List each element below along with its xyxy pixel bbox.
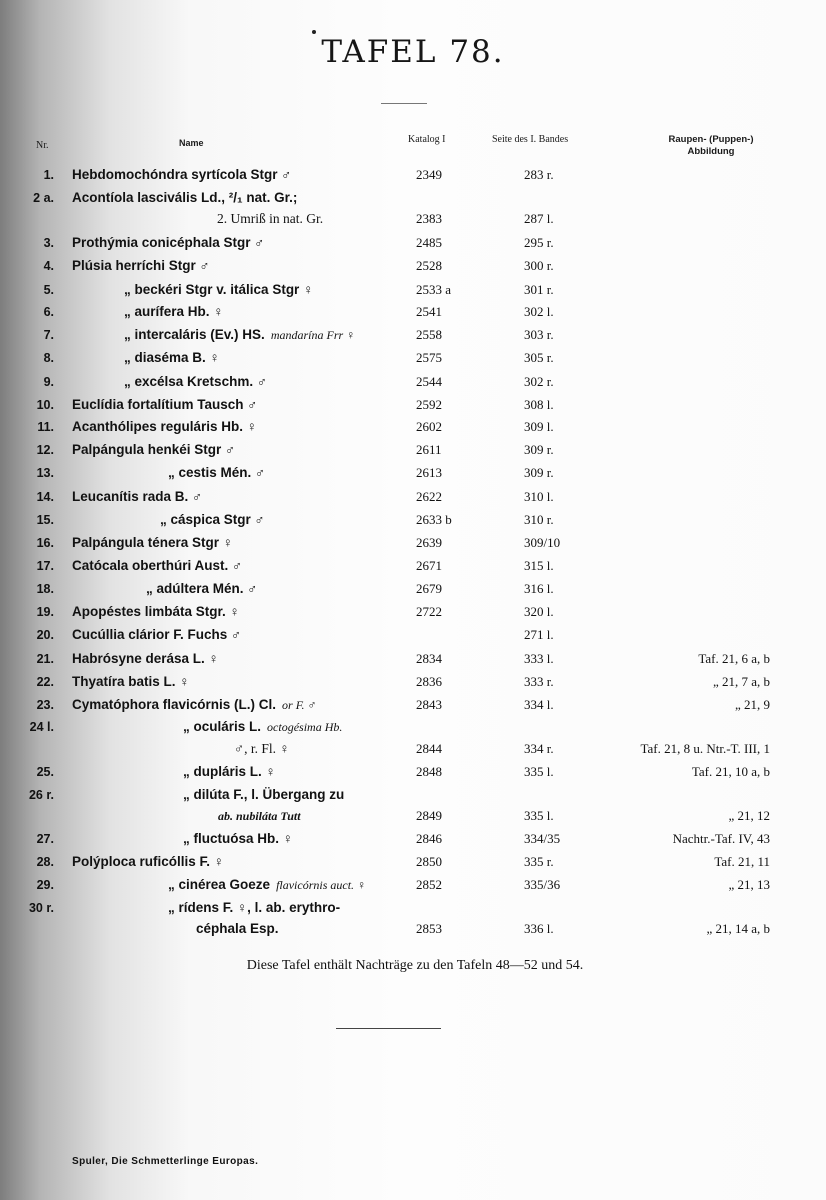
seite-reference: 302 l. [524,304,554,319]
species-name: Palpángula ténera Stgr ♀ [72,535,233,550]
table-row [0,255,826,277]
katalog-number: 2633 b [416,512,452,527]
species-name: „ adúltera Mén. ♂ [146,581,258,596]
species-name: „ cáspica Stgr ♂ [160,512,265,527]
seite-reference: 309 r. [524,442,554,457]
row-number: 14. [36,490,54,504]
katalog-number: 2722 [416,604,442,619]
table-row [0,486,826,508]
species-name-cell [72,694,316,716]
table-row [0,648,826,670]
table-row [0,164,826,186]
seite-reference: 301 r. [524,282,554,297]
species-name-cell [168,874,366,896]
seite-reference: 335 l. [524,764,554,779]
species-name-cell [72,851,224,873]
species-name-cell [72,255,210,277]
header-name: Name [179,138,204,148]
species-name-cell [168,897,340,919]
footer-credit: Spuler, Die Schmetterlinge Europas. [72,1156,259,1167]
table-row [0,918,826,940]
katalog-number: 2611 [416,442,442,457]
species-name-cell [168,462,265,484]
table-row [0,324,826,346]
species-name: Euclídia fortalítium Tausch ♂ [72,397,258,412]
header-raupen-line2: Abbildung [687,146,735,157]
table-row [0,462,826,484]
species-name: „ dilúta F., l. Übergang zu [183,787,345,802]
species-name-cell [72,187,297,209]
raupen-reference: „ 21, 13 [728,877,770,892]
species-name-annotation: octogésima Hb. [267,720,343,734]
table-row [0,208,826,230]
katalog-number: 2575 [416,350,442,365]
seite-reference: 308 l. [524,397,554,412]
species-name-cell [124,279,313,301]
species-name: Catócala oberthúri Aust. ♂ [72,558,243,573]
table-row [0,578,826,600]
species-name: „ oculáris L. [183,719,262,734]
seite-reference: 335 l. [524,808,554,823]
katalog-number: 2849 [416,808,442,823]
raupen-reference: Taf. 21, 6 a, b [698,651,770,666]
katalog-number: 2671 [416,558,442,573]
katalog-number: 2843 [416,697,442,712]
species-name: „ fluctuósa Hb. ♀ [183,831,293,846]
katalog-number: 2602 [416,419,442,434]
seite-reference: 310 r. [524,512,554,527]
row-number: 20. [36,628,54,642]
katalog-number: 2383 [416,211,442,226]
katalog-number: 2544 [416,374,442,389]
katalog-number: 2528 [416,258,442,273]
katalog-number: 2679 [416,581,442,596]
seite-reference: 336 l. [524,921,554,936]
raupen-reference: Taf. 21, 11 [714,854,770,869]
katalog-number: 2836 [416,674,442,689]
row-number: 1. [43,168,54,182]
row-number: 12. [36,443,54,457]
header-nr: Nr. [36,140,49,151]
table-row [0,416,826,438]
raupen-reference: Taf. 21, 8 u. Ntr.-T. III, 1 [640,741,770,756]
row-number: 16. [36,536,54,550]
row-number: 23. [36,698,54,712]
row-number: 5. [43,283,54,297]
row-number: 28. [36,855,54,869]
row-number: 2 a. [33,191,54,205]
species-name: Prothýmia conicéphala Stgr ♂ [72,235,265,250]
seite-reference: 302 r. [524,374,554,389]
table-row [0,232,826,254]
species-name-cell [72,394,257,416]
species-name: Cymatóphora flavicórnis (L.) Cl. [72,697,277,712]
species-name: Habrósyne derása L. ♀ [72,651,219,666]
species-name-annotation: flavicórnis auct. ♀ [276,878,367,892]
table-row [0,439,826,461]
species-name-cell [234,738,290,760]
katalog-number: 2844 [416,741,442,756]
table-row [0,624,826,646]
seite-reference: 310 l. [524,489,554,504]
seite-reference: 287 l. [524,211,554,226]
species-name-cell [124,301,223,323]
species-name-cell [72,416,257,438]
species-name-cell [160,509,265,531]
seite-reference: 305 r. [524,350,554,365]
table-row [0,671,826,693]
row-number: 29. [36,878,54,892]
table-row [0,784,826,806]
seite-reference: 271 l. [524,627,554,642]
katalog-number: 2485 [416,235,442,250]
species-name: „ cinérea Goeze [168,877,271,892]
table-row [0,874,826,896]
row-number: 19. [36,605,54,619]
row-number: 10. [36,398,54,412]
row-number: 15. [36,513,54,527]
seite-reference: 309 r. [524,465,554,480]
seite-reference: 335/36 [524,877,561,892]
seite-reference: 316 l. [524,581,554,596]
row-number: 4. [43,259,54,273]
table-row [0,851,826,873]
species-name-cell [72,555,242,577]
katalog-number: 2592 [416,397,442,412]
species-name-cell [183,761,276,783]
table-row [0,601,826,623]
table-row [0,279,826,301]
header-katalog: Katalog I [408,134,446,145]
table-row [0,301,826,323]
species-name: „ intercaláris (Ev.) HS. [124,327,265,342]
row-number: 27. [36,832,54,846]
species-name-cell [72,486,202,508]
species-name: 2. Umriß in nat. Gr. [217,211,324,226]
species-name: „ diaséma B. ♀ [124,350,220,365]
table-row [0,761,826,783]
species-name-cell [183,828,293,850]
species-name: „ excélsa Kretschm. ♂ [124,374,267,389]
row-number: 3. [43,236,54,250]
species-name-cell [196,918,279,940]
seite-reference: 333 r. [524,674,554,689]
species-name-cell [72,671,189,693]
page-title: TAFEL 78. [321,34,505,70]
seite-reference: 335 r. [524,854,554,869]
header-raupen-line1: Raupen- (Puppen-) [668,134,754,145]
table-row [0,805,826,827]
katalog-number: 2349 [416,167,442,182]
seite-reference: 309/10 [524,535,561,550]
species-name-cell [183,716,342,738]
table-row [0,532,826,554]
species-name-cell [72,439,235,461]
row-number: 18. [36,582,54,596]
species-name: „ rídens F. ♀, l. ab. erythro- [168,900,341,915]
table-row [0,509,826,531]
row-number: 6. [43,305,54,319]
katalog-number: 2848 [416,764,442,779]
raupen-reference: „ 21, 12 [728,808,770,823]
species-name: Plúsia herríchi Stgr ♂ [72,258,210,273]
katalog-number: 2639 [416,535,442,550]
header-seite: Seite des I. Bandes [492,134,569,145]
table-row [0,716,826,738]
species-name-cell [72,624,241,646]
seite-reference: 309 l. [524,419,554,434]
raupen-reference: „ 21, 7 a, b [712,674,770,689]
species-name-cell [124,371,267,393]
row-number: 30 r. [28,901,54,915]
seite-reference: 334 l. [524,697,554,712]
species-name: Acanthólipes reguláris Hb. ♀ [72,419,257,434]
table-row [0,738,826,760]
species-name: Palpángula henkéi Stgr ♂ [72,442,236,457]
raupen-reference: „ 21, 9 [734,697,770,712]
species-name-cell [218,805,301,827]
table-row [0,828,826,850]
species-name: „ dupláris L. ♀ [183,764,276,779]
raupen-reference: Taf. 21, 10 a, b [691,764,770,779]
katalog-number: 2853 [416,921,442,936]
species-name: „ beckéri Stgr v. itálica Stgr ♀ [124,282,314,297]
seite-reference: 320 l. [524,604,554,619]
species-name-cell [124,324,355,346]
row-number: 11. [37,420,54,434]
species-name: Acontíola lascivális Ld., ²/₁ nat. Gr.; [72,190,298,205]
table-row [0,897,826,919]
seite-reference: 295 r. [524,235,554,250]
katalog-number: 2613 [416,465,442,480]
species-name: „ cestis Mén. ♂ [168,465,266,480]
row-number: 9. [43,375,54,389]
row-number: 26 r. [28,788,54,802]
species-name-cell [72,648,219,670]
raupen-reference: Nachtr.-Taf. IV, 43 [672,831,770,846]
species-name: ♂, r. Fl. ♀ [234,741,290,756]
seite-reference: 300 r. [524,258,554,273]
species-name: céphala Esp. [196,921,279,936]
closing-rule [336,1028,441,1029]
row-number: 22. [36,675,54,689]
seite-reference: 315 l. [524,558,554,573]
seite-reference: 303 r. [524,327,554,342]
row-number: 17. [36,559,54,573]
species-name: Polýploca ruficóllis F. ♀ [72,854,224,869]
row-number: 8. [43,351,54,365]
species-name: „ aurífera Hb. ♀ [124,304,224,319]
row-number: 13. [36,466,54,480]
plate-note: Diese Tafel enthält Nachträge zu den Tafeln 48—52 und 54. [246,958,584,973]
species-name: Apopéstes limbáta Stgr. ♀ [72,604,240,619]
table-row [0,394,826,416]
species-name-annotation: or F. ♂ [282,698,317,712]
species-name-cell [72,601,240,623]
seite-reference: 334 r. [524,741,554,756]
species-name-cell [72,164,291,186]
species-name-cell [217,208,323,230]
species-name: Thyatíra batis L. ♀ [72,674,190,689]
row-number: 25. [36,765,54,779]
row-number: 7. [43,328,54,342]
species-name: Cucúllia clárior F. Fuchs ♂ [72,627,242,642]
species-name-annotation: mandarína Frr ♀ [270,328,356,342]
species-name-cell [124,347,220,369]
row-number: 24 l. [29,720,54,734]
species-name: ab. nubiláta Tutt [218,809,301,823]
katalog-number: 2852 [416,877,442,892]
species-name: Leucanítis rada B. ♂ [72,489,203,504]
row-number: 21. [36,652,54,666]
species-name-cell [72,532,233,554]
species-name-cell [146,578,257,600]
katalog-number: 2541 [416,304,442,319]
table-row [0,694,826,716]
table-row [0,347,826,369]
species-name: Hebdomochóndra syrtícola Stgr ♂ [72,167,292,182]
table-row [0,371,826,393]
table-row [0,555,826,577]
seite-reference: 333 l. [524,651,554,666]
katalog-number: 2834 [416,651,442,666]
header-raupen [655,134,767,158]
raupen-reference: „ 21, 14 a, b [706,921,770,936]
title-rule [381,103,427,104]
species-name-cell [183,784,344,806]
katalog-number: 2533 a [416,282,452,297]
katalog-number: 2846 [416,831,442,846]
katalog-number: 2558 [416,327,442,342]
table-row [0,187,826,209]
seite-reference: 283 r. [524,167,554,182]
katalog-number: 2622 [416,489,442,504]
species-name-cell [72,232,264,254]
katalog-number: 2850 [416,854,442,869]
seite-reference: 334/35 [524,831,561,846]
